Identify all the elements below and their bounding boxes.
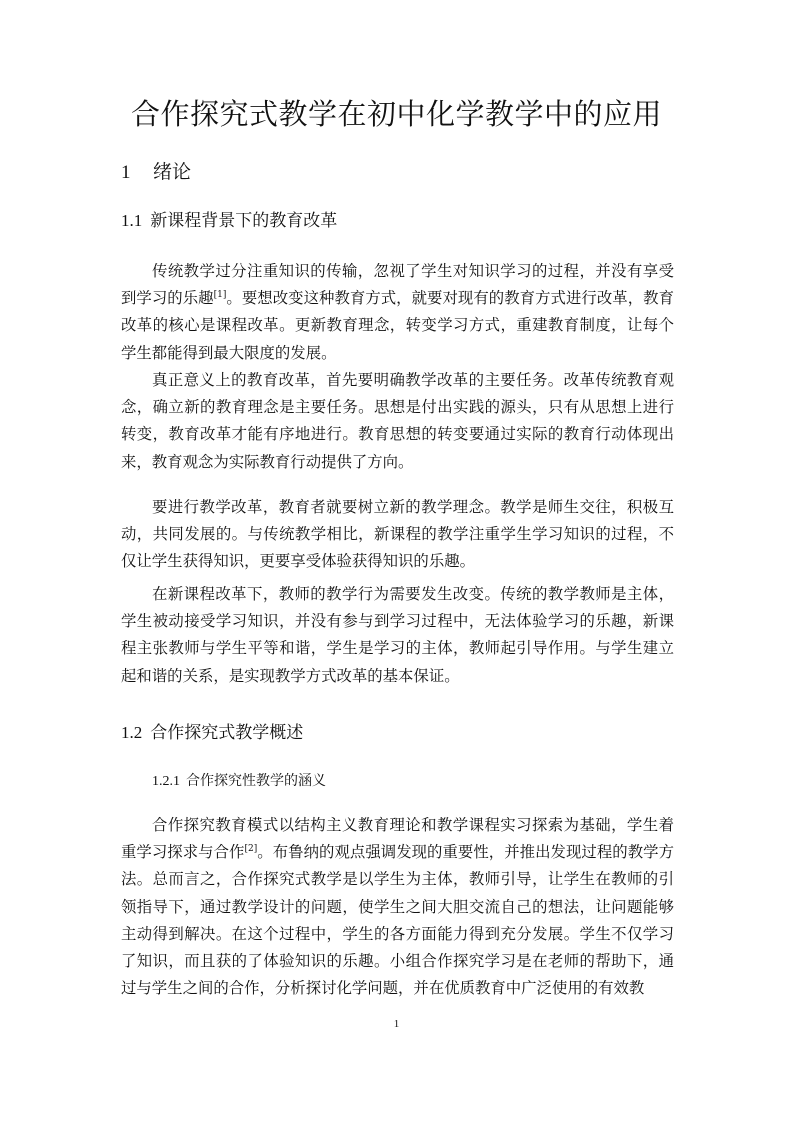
section-heading-1-2 xyxy=(121,720,303,746)
chapter-heading xyxy=(121,158,191,187)
paragraph: 在新课程改革下，教师的教学行为需要发生改变。传统的教学教师是主体，学生被动接受学习知识，并没有参与到学习过程中，无法体验学习的乐趣，新课程主张教师与学生平等和谐，学生是学习的主体，教师起引导作用。与学生建立起和谐的关系，是实现教学方式改革的基本保证。 xyxy=(121,585,674,685)
citation: [1] xyxy=(213,290,227,301)
paragraph: 要进行教学改革，教育者就要树立新的教学理念。教学是师生交往，积极互动，共同发展的。与传统教学相比，新课程的教学注重学生学习知识的过程，不仅让学生获得知识，更要享受体验获得知识的乐趣。 xyxy=(121,498,674,571)
chapter-number: 1 xyxy=(121,162,131,183)
section-title: 新课程背景下的教育改革 xyxy=(150,211,338,231)
paragraph: 真正意义上的教育改革，首先要明确教学改革的主要任务。改革传统教育观念，确立新的教育理念是主要任务。思想是付出实践的源头，只有从思想上进行转变，教育改革才能有序地进行。教育思想的转变要通过实际的教育行动体现出来，教育观念为实际教育行动提供了方向。 xyxy=(121,371,674,471)
paragraph-text: 。布鲁纳的观点强调发现的重要性，并推出发现过程的教学方法。总而言之，合作探究式教学是以学生为主体，教师引导，让学生在教师的引领指导下，通过教学设计的问题，使学生之间大胆交流自己的想法，让问题能够主动得到解决。在这个过程中，学生的各方面能力得到充分发展。学生不仅学习了知识，而且获的了体验知识的乐趣。小组合作探究学习是在老师的帮助下，通过与学生之间的合作，分析探讨化学问题，并在优质教育中广泛使用的有效教 xyxy=(121,843,674,998)
paragraph-text: 传统教学过分注重知识的传输，忽视了学生对知识学习的过程，并没有享受到学习的乐趣 xyxy=(121,262,674,308)
subsection-heading-1-2-1 xyxy=(152,770,326,793)
section-number: 1.1 xyxy=(121,211,143,230)
chapter-title: 绪论 xyxy=(153,161,192,183)
section-title: 合作探究式教学概述 xyxy=(150,723,304,743)
paragraph-text: 合作探究教育模式以结构主义教育理论和教学课程实习探索为基础，学生着重学习探求与合作 xyxy=(121,816,674,862)
section-number: 1.2 xyxy=(121,723,143,742)
paragraph xyxy=(121,812,674,1002)
document-title: 合作探究式教学在初中化学教学中的应用 xyxy=(130,97,662,131)
page-number: 1 xyxy=(393,1018,400,1030)
paragraph-text: 。要想改变这种教育方式，就要对现有的教育方式进行改革，教育改革的核心是课程改革。更新教育理念，转变学习方式，重建教育制度，让每个学生都能得到最大限度的发展。 xyxy=(121,289,674,362)
subsection-number: 1.2.1 xyxy=(152,774,180,789)
paragraph xyxy=(121,258,674,367)
subsection-title: 合作探究性教学的涵义 xyxy=(186,773,326,789)
citation: [2] xyxy=(244,844,258,855)
section-heading-1-1 xyxy=(121,208,337,234)
